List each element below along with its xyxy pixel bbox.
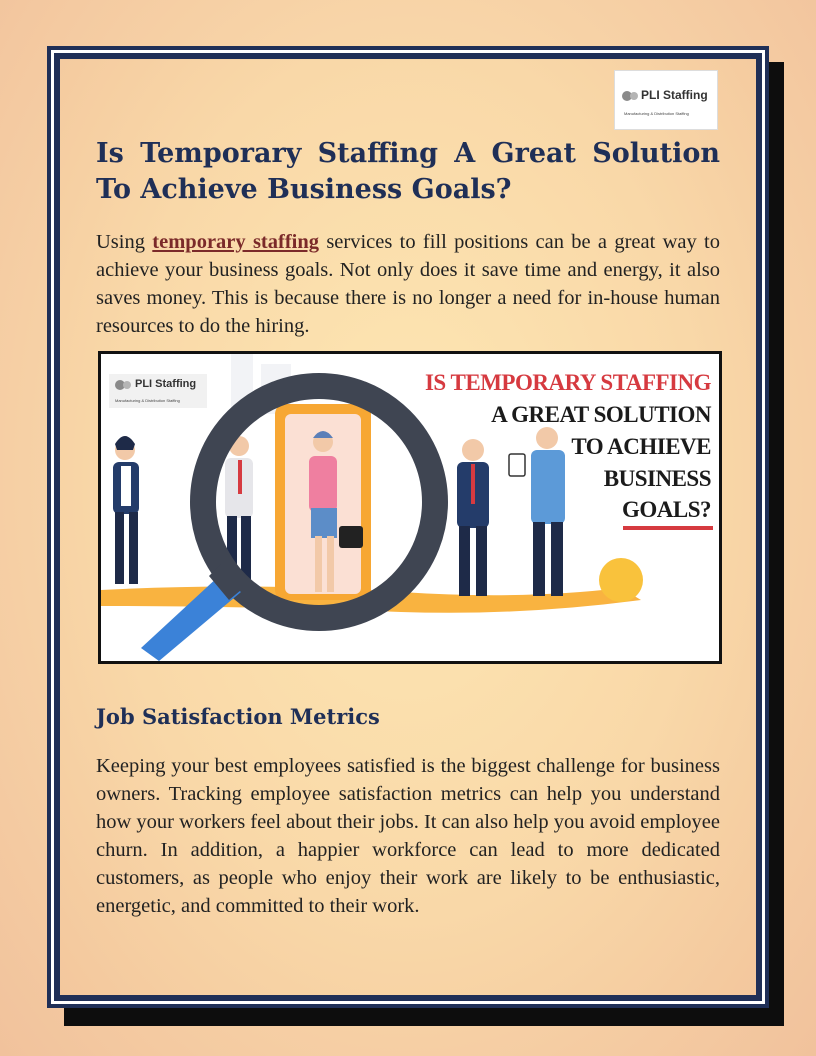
intro-text-end: services to fill positions can be a great way to achieve your business goals. Not only does it save time and energy, it also saves money. This is because there is no longer a need for in-house human resources to do the hiring.: [96, 231, 721, 337]
hero-headline-line-2: A GREAT SOLUTION: [491, 402, 711, 427]
woman-left-figure: [113, 436, 139, 584]
section-heading: Job Satisfaction Metrics: [96, 704, 380, 729]
intro-text-start: Using: [96, 231, 153, 253]
hero-headline-line-4: BUSINESS: [603, 466, 711, 491]
intro-paragraph: [96, 228, 720, 340]
section-paragraph: Keeping your best employees satisfied is the biggest challenge for business owners. Tracking employee satisfaction metrics can help you understand how your workers feel about their jobs. It can also help you avoid employee churn. In addition, a happier workforce can lead to more dedicated customers, as people who enjoy their work are likely to be enthusiastic, energetic, and committed to their work.: [96, 755, 720, 917]
logo-gears-icon: [621, 89, 639, 103]
temporary-staffing-link[interactable]: temporary staffing: [152, 231, 320, 253]
hero-logo: [109, 374, 207, 408]
man-navy-suit-figure: [457, 439, 489, 596]
hero-logo-gears-icon: [114, 378, 132, 392]
hero-headline-line-5: GOALS?: [621, 497, 711, 522]
hero-headline-line-1: IS TEMPORARY STAFFING: [424, 370, 711, 395]
page-title: Is Temporary Staffing A Great Solution To Achieve Business Goals?: [96, 138, 720, 205]
yellow-circle: [599, 558, 643, 602]
hero-headline-line-3: TO ACHIEVE: [571, 434, 711, 459]
hero-logo-title: PLI Staffing: [135, 378, 197, 390]
hero-underline: [623, 526, 713, 530]
brand-logo: [614, 70, 718, 130]
man-blue-shirt-figure: [509, 427, 565, 596]
hero-logo-tagline: Manufacturing & Distribution Staffing: [115, 398, 180, 403]
hero-image: [98, 351, 722, 664]
logo-title: PLI Staffing: [641, 88, 708, 102]
logo-tagline: Manufacturing & Distribution Staffing: [624, 111, 689, 116]
